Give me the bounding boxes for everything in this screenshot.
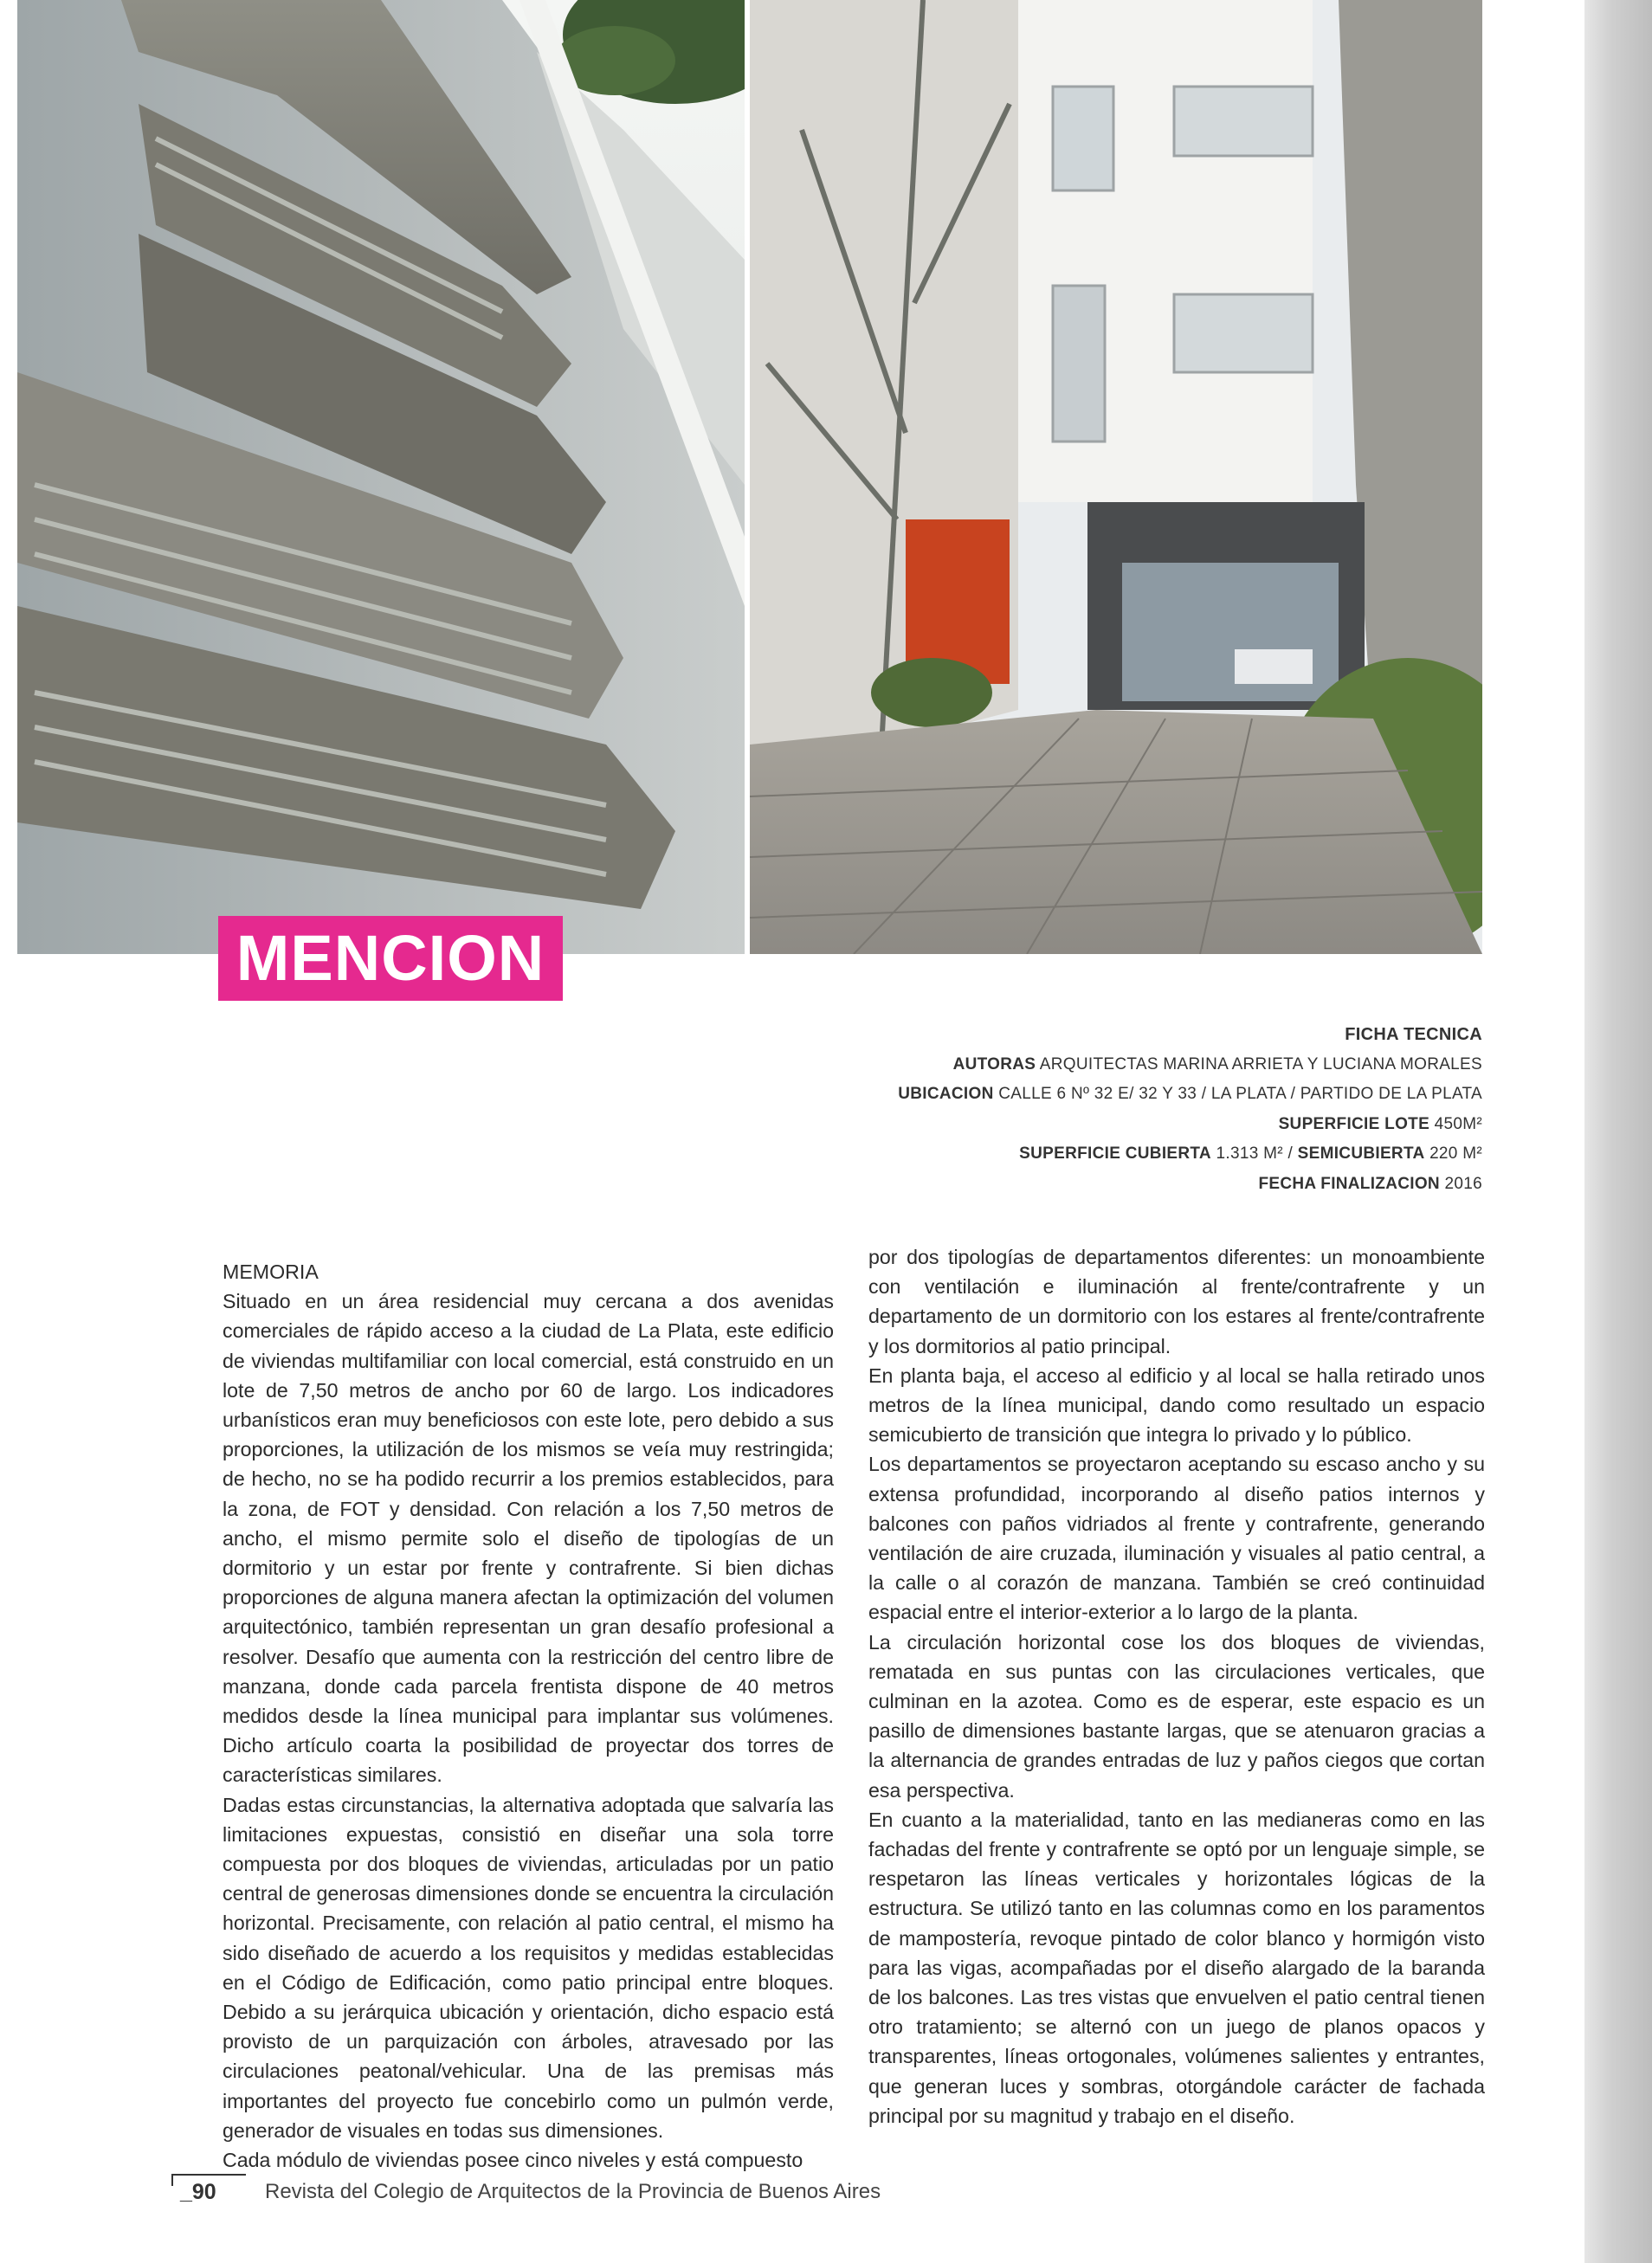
fecha-label: FECHA FINALIZACION [1258,1174,1440,1193]
ubicacion-label: UBICACION [898,1085,994,1103]
memoria-heading: MEMORIA [223,1260,319,1283]
lote-label: SUPERFICIE LOTE [1278,1114,1430,1133]
memoria-paragraph: En planta baja, el acceso al edificio y al local se halla retirado unos metros de la línea municipal, dando como resultado un espacio semicubierto de transición que integra lo privado y lo público. [868,1364,1485,1447]
memoria-paragraph: Cada módulo de viviendas posee cinco niveles y está compuesto [223,2149,803,2172]
fecha-value: 2016 [1444,1174,1482,1193]
footer-rule-tick [171,2174,173,2186]
facade-photo [17,0,745,954]
memoria-paragraph: Dadas estas circunstancias, la alternativa adoptada que salvaría las limitaciones expuestas, consistió en diseñar una sola torre compuesta por dos bloques de viviendas, articuladas por un patio central de generosas dimensiones donde se encuentra la circulación horizontal. Precisamente, con relación al patio central, el mismo ha sido diseñado de acuerdo a los requisitos y medidas establecidas en el Código de Edificación, como patio principal entre bloques. Debido a su jerárquica ubicación y orientación, dicho espacio está provisto de un parquización con árboles, atravesado por las circulaciones peatonal/vehicular. Una de las premisas más importantes del proyecto fue concebirlo como un pulmón verde, generador de visuales en todas sus dimensiones. [223,1793,834,2142]
memoria-paragraph: por dos tipologías de departamentos diferentes: un monoambiente con ventilación e iluminación al frente/contrafrente y un departamento de un dormitorio con los estares al frente/contrafrente y los dormitorios al patio principal. [868,1246,1485,1357]
memoria-paragraph: La circulación horizontal cose los dos bloques de viviendas, rematada en sus puntas con las circulaciones verticales, que culminan en la azotea. Como es de esperar, este espacio es un pasillo de dimensiones bastante largas, que se atenuaron gracias a la alternancia de grandes entradas de luz y paños ciegos que cortan esa perspectiva. [868,1630,1485,1802]
page-edge-shadow [1584,0,1652,2263]
memoria-column-right [868,1242,1485,2131]
mencion-badge: MENCION [218,916,563,1001]
memoria-paragraph: Los departamentos se proyectaron aceptando su escaso ancho y su extensa profundidad, incorporando al diseño patios internos y balcones con paños vidriados al frente y contrafrente, generando ventilación de aire cruzada, iluminación y visuales al patio central, a la calle o al corazón de manzana. También se creó continuidad espacial entre el interior-exterior a lo largo de la planta. [868,1453,1485,1624]
lote-value: 450M² [1434,1114,1482,1133]
memoria-paragraph: En cuanto a la materialidad, tanto en las medianeras como en las fachadas del frente y contrafrente se optó por un lenguaje simple, se respetaron las líneas verticales y horizontales lógicas de la estructura. Se utilizó tanto en las columnas como en los paramentos de mampostería, revoque pintado de color blanco y hormigón visto para las vigas, acompañadas por el diseño alargado de la baranda de los balcones. Las tres vistas que envuelven el patio central tienen otro tratamiento; se alternó con un juego de planos opacos y transparentes, líneas ortogonales, volúmenes salientes y entrantes, que generan luces y sombras, otorgándole carácter de fachada principal por su magnitud y trabajo en el diseño. [868,1808,1485,2127]
ficha-cubierta-row [898,1139,1482,1170]
memoria-column-left [223,1257,834,2175]
cubierta-value: 1.313 M² / [1216,1144,1298,1163]
ubicacion-value: CALLE 6 Nº 32 E/ 32 Y 33 / LA PLATA / PARTIDO DE LA PLATA [998,1085,1482,1103]
ficha-title: FICHA TECNICA [1345,1025,1482,1044]
ficha-ubicacion-row [898,1080,1482,1110]
courtyard-photo [750,0,1482,954]
publication-name: Revista del Colegio de Arquitectos de la Provincia de Buenos Aires [265,2180,881,2203]
autoras-label: AUTORAS [952,1054,1036,1073]
ficha-tecnica [898,1020,1482,1199]
ficha-lote-row [898,1110,1482,1140]
memoria-paragraph: Situado en un área residencial muy cercana a dos avenidas comerciales de rápido acceso a la ciudad de La Plata, este edificio de viviendas multifamiliar con local comercial, está construido en un lote de 7,50 metros de ancho por 60 de largo. Los indicadores urbanísticos eran muy beneficiosos con este lote, pero debido a sus proporciones, la utilización de los mismos se veía muy restringida; de hecho, no se ha podido recurrir a los premios establecidos, para la zona, de FOT y densidad. Con relación a los 7,50 metros de ancho, el mismo permite solo el diseño de tipologías de un dormitorio y un estar por frente y contrafrente. Si bien dichas proporciones de alguna manera afectan la optimización del volumen arquitectónico, también representan un gran desafío profesional a resolver. Desafío que aumenta con la restricción del centro libre de manzana, donde cada parcela frentista dispone de 40 metros medidos desde la línea municipal para implantar sus volúmenes. Dicho artículo coarta la posibilidad de proyectar dos torres de características similares. [223,1290,834,1787]
ficha-fecha-row [898,1170,1482,1200]
page-number: _90 [180,2180,216,2204]
cubierta-label: SUPERFICIE CUBIERTA [1019,1144,1211,1163]
semicubierta-value: 220 M² [1429,1144,1482,1163]
semicubierta-label: SEMICUBIERTA [1297,1144,1425,1163]
ficha-autoras-row [898,1050,1482,1080]
autoras-value: ARQUITECTAS MARINA ARRIETA Y LUCIANA MORALES [1039,1054,1482,1073]
footer-rule [171,2174,246,2176]
